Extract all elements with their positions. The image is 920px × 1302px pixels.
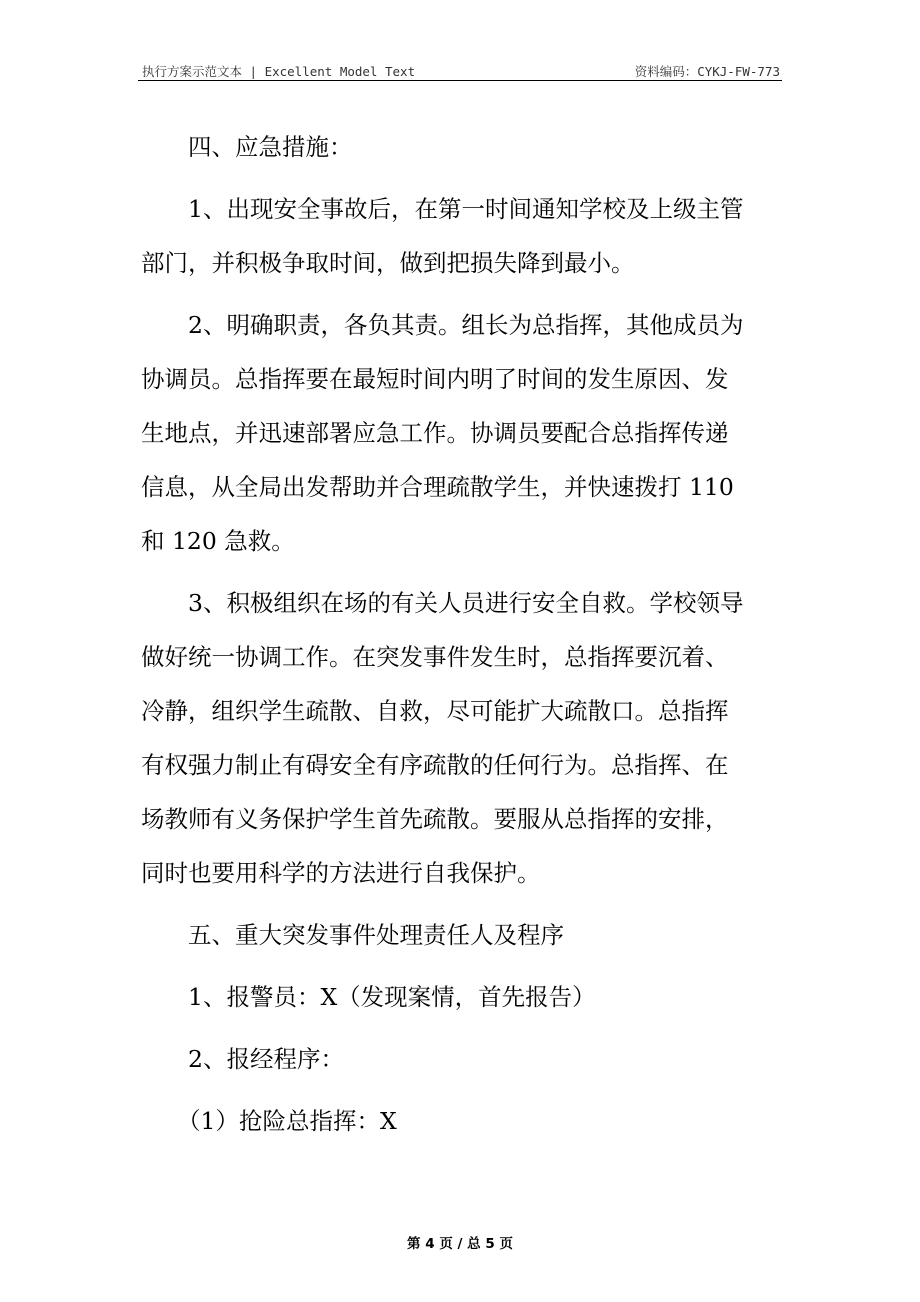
paragraph-line: 信息，从全局出发帮助并合理疏散学生，并快速拨打 110 [141,473,734,501]
paragraph-line: 同时也要用科学的方法进行自我保护。 [141,859,541,887]
paragraph-line: 部门，并积极争取时间，做到把损失降到最小。 [141,249,635,277]
paragraph-item-3 [141,576,781,900]
paragraph-line: 和 120 急救。 [141,527,295,555]
section-heading-emergency-measures: 四、应急措施： [188,133,353,161]
paragraph-reporting-procedure: 2、报经程序： [188,1045,344,1073]
paragraph-reporter: 1、报警员：X（发现案情，首先报告） [188,983,596,1011]
paragraph-line: 冷静，组织学生疏散、自救，尽可能扩大疏散口。总指挥 [141,697,729,725]
paragraph-line: 2、明确职责，各负其责。组长为总指挥，其他成员为 [188,311,744,339]
section-heading-major-incidents: 五、重大突发事件处理责任人及程序 [188,921,564,949]
paragraph-line: 3、积极组织在场的有关人员进行安全自救。学校领导 [188,589,744,617]
document-body [141,120,781,1148]
page-header [138,62,782,82]
paragraph-rescue-commander: （1）抢险总指挥：X [177,1107,397,1135]
paragraph-line: 有权强力制止有碍安全有序疏散的任何行为。总指挥、在 [141,751,729,779]
header-divider [138,80,782,81]
paragraph-line: 生地点，并迅速部署应急工作。协调员要配合总指挥传递 [141,419,729,447]
paragraph-line: 做好统一协调工作。在突发事件发生时，总指挥要沉着、 [141,643,729,671]
header-title: 执行方案示范文本 | Excellent Model Text [142,64,416,79]
paragraph-item-1 [141,182,781,290]
header-document-code: 资料编码：CYKJ-FW-773 [634,64,780,79]
page-number: 第 4 页 / 总 5 页 [407,1236,513,1252]
paragraph-line: 1、出现安全事故后，在第一时间通知学校及上级主管 [188,195,744,223]
paragraph-line: 协调员。总指挥要在最短时间内明了时间的发生原因、发 [141,365,729,393]
paragraph-item-2 [141,298,781,568]
paragraph-line: 场教师有义务保护学生首先疏散。要服从总指挥的安排， [141,805,729,833]
